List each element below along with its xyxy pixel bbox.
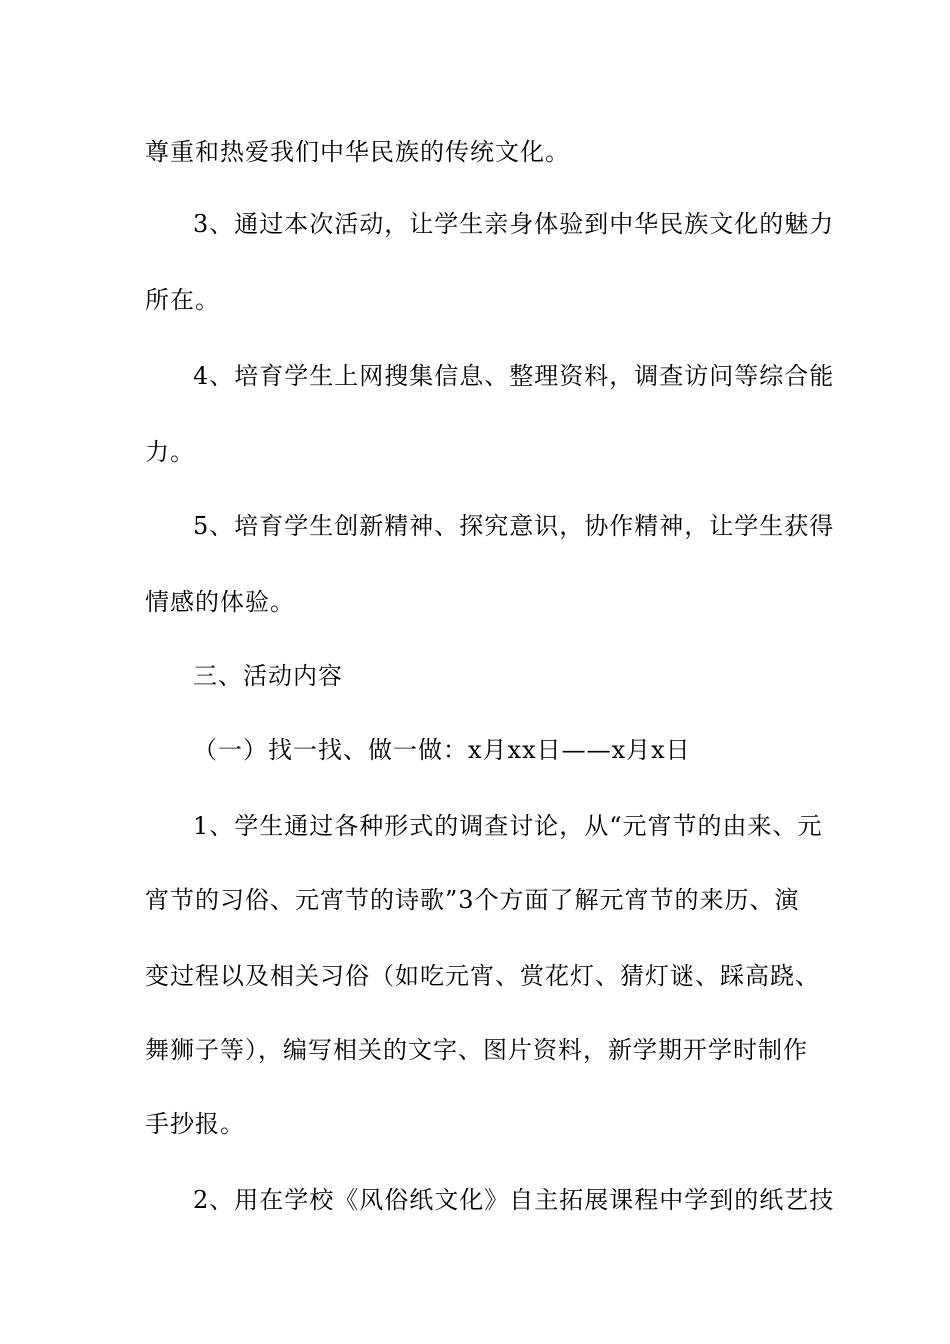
- text-line: 3、通过本次活动，让学生亲身体验到中华民族文化的魅力: [193, 210, 835, 238]
- subsection-heading: （一）找一找、做一做：x月xx日——x月x日: [193, 736, 691, 764]
- text-line: 力。: [145, 438, 195, 466]
- text-line: 1、学生通过各种形式的调查讨论，从“元宵节的由来、元: [193, 812, 823, 840]
- text-line: 4、培育学生上网搜集信息、整理资料，调查访问等综合能: [193, 362, 835, 390]
- text-line: 手抄报。: [145, 1110, 245, 1138]
- text-line: 所在。: [145, 286, 220, 314]
- text-line: 2、用在学校《风俗纸文化》自主拓展课程中学到的纸艺技: [193, 1186, 835, 1214]
- text-line: 5、培育学生创新精神、探究意识，协作精神，让学生获得: [193, 512, 835, 540]
- section-heading: 三、活动内容: [193, 662, 343, 690]
- text-line: 宵节的习俗、元宵节的诗歌”3个方面了解元宵节的来历、演: [145, 886, 800, 914]
- text-line: 舞狮子等），编写相关的文字、图片资料，新学期开学时制作: [145, 1036, 808, 1064]
- text-line: 尊重和热爱我们中华民族的传统文化。: [145, 138, 570, 166]
- text-line: 变过程以及相关习俗（如吃元宵、赏花灯、猜灯谜、踩高跷、: [145, 962, 820, 990]
- text-line: 情感的体验。: [145, 588, 295, 616]
